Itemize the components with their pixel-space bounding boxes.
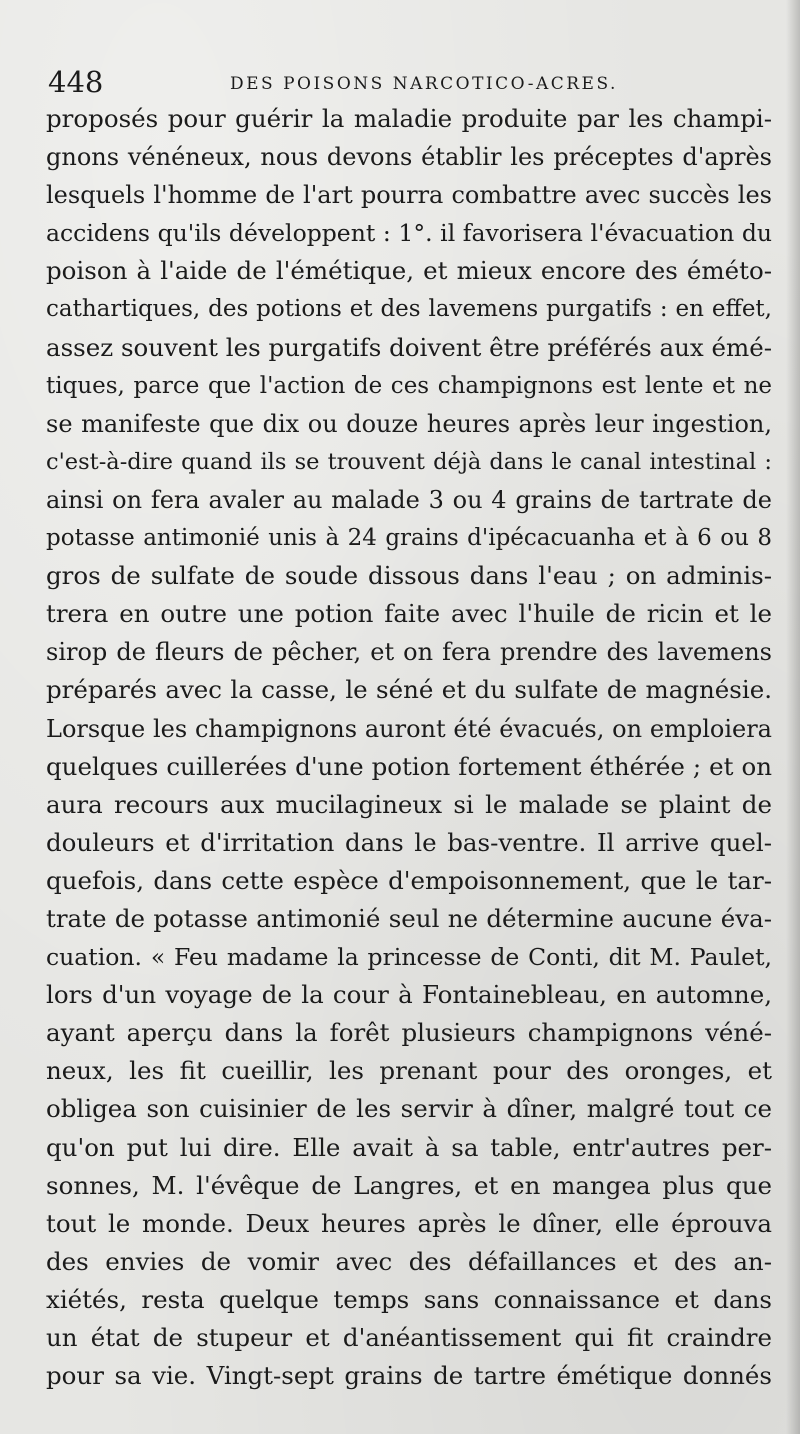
text-line: tout le monde. Deux heures après le dîner, elle éprouva [46,1208,772,1238]
text-line: assez souvent les purgatifs doivent être préférés aux émé- [46,332,772,362]
text-line: sirop de fleurs de pêcher, et on fera prendre des lavemens [46,638,772,667]
text-line: cuation. « Feu madame la princesse de Conti, dit M. Paulet, [46,943,772,972]
text-line: potasse antimonié unis à 24 grains d'ipécacuanha et à 6 ou 8 [46,525,772,552]
text-line: poison à l'aide de l'émétique, et mieux encore des éméto- [46,256,772,286]
page-header [48,62,648,102]
text-line: aura recours aux mucilagineux si le malade se plaint de [46,789,772,819]
page-edge-shadow [786,0,800,1434]
text-line: préparés avec la casse, le séné et du sulfate de magnésie. [46,675,772,705]
text-line: lesquels l'homme de l'art pourra combattre avec succès les [46,181,772,210]
text-line: se manifeste que dix ou douze heures après leur ingestion, [46,409,772,438]
text-line: quelques cuillerées d'une potion fortement éthérée ; et on [46,751,772,781]
text-line: c'est-à-dire quand ils se trouvent déjà dans le canal intestinal : [46,448,772,475]
text-line: gros de sulfate de soude dissous dans l'eau ; on adminis- [46,561,772,591]
text-line: lors d'un voyage de la cour à Fontainebleau, en automne, [46,980,772,1010]
text-line: qu'on put lui dire. Elle avait à sa table, entr'autres per- [46,1132,772,1162]
running-head: DES POISONS NARCOTICO-ACRES. [230,74,618,94]
text-line: obligea son cuisinier de les servir à dîner, malgré tout ce [46,1094,772,1124]
text-line: ainsi on fera avaler au malade 3 ou 4 grains de tartrate de [46,485,772,514]
text-line: pour sa vie. Vingt-sept grains de tartre émétique donnés [46,1361,772,1391]
text-line: accidens qu'ils développent : 1°. il favorisera l'évacuation du [46,219,772,248]
text-line: ayant aperçu dans la forêt plusieurs champignons véné- [46,1018,772,1048]
body-text [46,100,772,1395]
text-line: cathartiques, des potions et des lavemens purgatifs : en effet, [46,296,772,323]
text-line: proposés pour guérir la maladie produite par les champi- [46,104,772,133]
text-line: des envies de vomir avec des défaillances et des an- [46,1246,772,1276]
text-line: trate de potasse antimonié seul ne détermine aucune éva- [46,903,772,933]
text-line: douleurs et d'irritation dans le bas-ventre. Il arrive quel- [46,827,772,857]
text-line: Lorsque les champignons auront été évacués, on emploiera [46,714,772,743]
text-line: trera en outre une potion faite avec l'huile de ricin et le [46,599,772,629]
text-line: quefois, dans cette espèce d'empoisonnement, que le tar- [46,865,772,895]
text-line: tiques, parce que l'action de ces champignons est lente et ne [46,372,772,399]
text-line: un état de stupeur et d'anéantissement qui fit craindre [46,1323,772,1352]
text-line: sonnes, M. l'évêque de Langres, et en mangea plus que [46,1170,772,1200]
text-line: neux, les fit cueillir, les prenant pour des oronges, et [46,1056,772,1086]
text-line: gnons vénéneux, nous devons établir les préceptes d'après [46,143,772,172]
text-line: xiétés, resta quelque temps sans connaissance et dans [46,1284,772,1314]
page-number: 448 [48,65,104,99]
